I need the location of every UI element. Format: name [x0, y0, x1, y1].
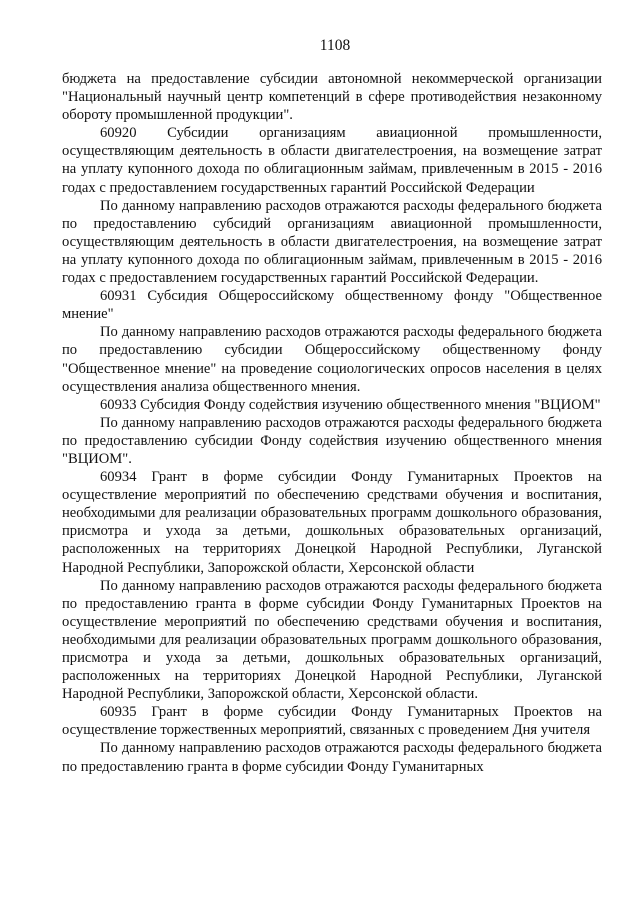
page-number: 1108 [319, 37, 351, 54]
paragraph-60934-description: По данному направлению расходов отражаются расходы федерального бюджета по предоставлению гранта в форме субсидии Фонду Гуманитарных Проектов на осуществление мероприятий по обеспечению средствами обучения и воспитания, необходимыми для реализации образовательных программ дошкольного образования, присмотра и ухода за детьми, дошкольных образовательных организаций, расположенных на территориях Донецкой Народной Республики, Луганской Народной Республики, Запорожской области, Херсонской области. [62, 577, 602, 703]
paragraph-60933-description: По данному направлению расходов отражаются расходы федерального бюджета по предоставлению субсидии Фонду содействия изучению общественного мнения "ВЦИОМ". [62, 414, 602, 467]
paragraph-continuation: бюджета на предоставление субсидии автономной некоммерческой организации "Национальный научный центр компетенций в сфере противодействия незаконному обороту промышленной продукции". [62, 71, 602, 124]
paragraph-60920-heading: 60920 Субсидии организациям авиационной промышленности, осуществляющим деятельность в области двигателестроения, на возмещение затрат на уплату купонного дохода по облигационным займам, привлеченным в 2015 - 2016 годах с предоставлением государственных гарантий Российской Федерации [62, 125, 602, 196]
paragraph-60933-heading: 60933 Субсидия Фонду содействия изучению общественного мнения "ВЦИОМ" [100, 396, 601, 413]
paragraph-60931-heading: 60931 Субсидия Общероссийскому общественному фонду "Общественное мнение" [62, 288, 602, 323]
paragraph-60920-description: По данному направлению расходов отражаются расходы федерального бюджета по предоставлению субсидий организациям авиационной промышленности, осуществляющим деятельность в области двигателестроения, на возмещение затрат на уплату купонного дохода по облигационным займам, привлеченным в 2015 - 2016 годах с предоставлением государственных гарантий Российской Федерации. [62, 197, 602, 287]
paragraph-60935-description: По данному направлению расходов отражаются расходы федерального бюджета по предоставлению гранта в форме субсидии Фонду Гуманитарных [62, 740, 602, 775]
document-body [62, 70, 602, 776]
paragraph-60931-description: По данному направлению расходов отражаются расходы федерального бюджета по предоставлению субсидии Общероссийскому общественному фонду "Общественное мнение" на проведение социологических опросов населения в целях осуществления анализа общественного мнения. [62, 324, 602, 395]
paragraph-60934-heading: 60934 Грант в форме субсидии Фонду Гуманитарных Проектов на осуществление мероприятий по обеспечению средствами обучения и воспитания, необходимыми для реализации образовательных программ дошкольного образования, присмотра и ухода за детьми, дошкольных образовательных организаций, расположенных на территориях Донецкой Народной Республики, Луганской Народной Республики, Запорожской области, Херсонской области [62, 469, 602, 576]
paragraph-60935-heading: 60935 Грант в форме субсидии Фонду Гуманитарных Проектов на осуществление торжественных мероприятий, связанных с проведением Дня учителя [62, 704, 602, 739]
